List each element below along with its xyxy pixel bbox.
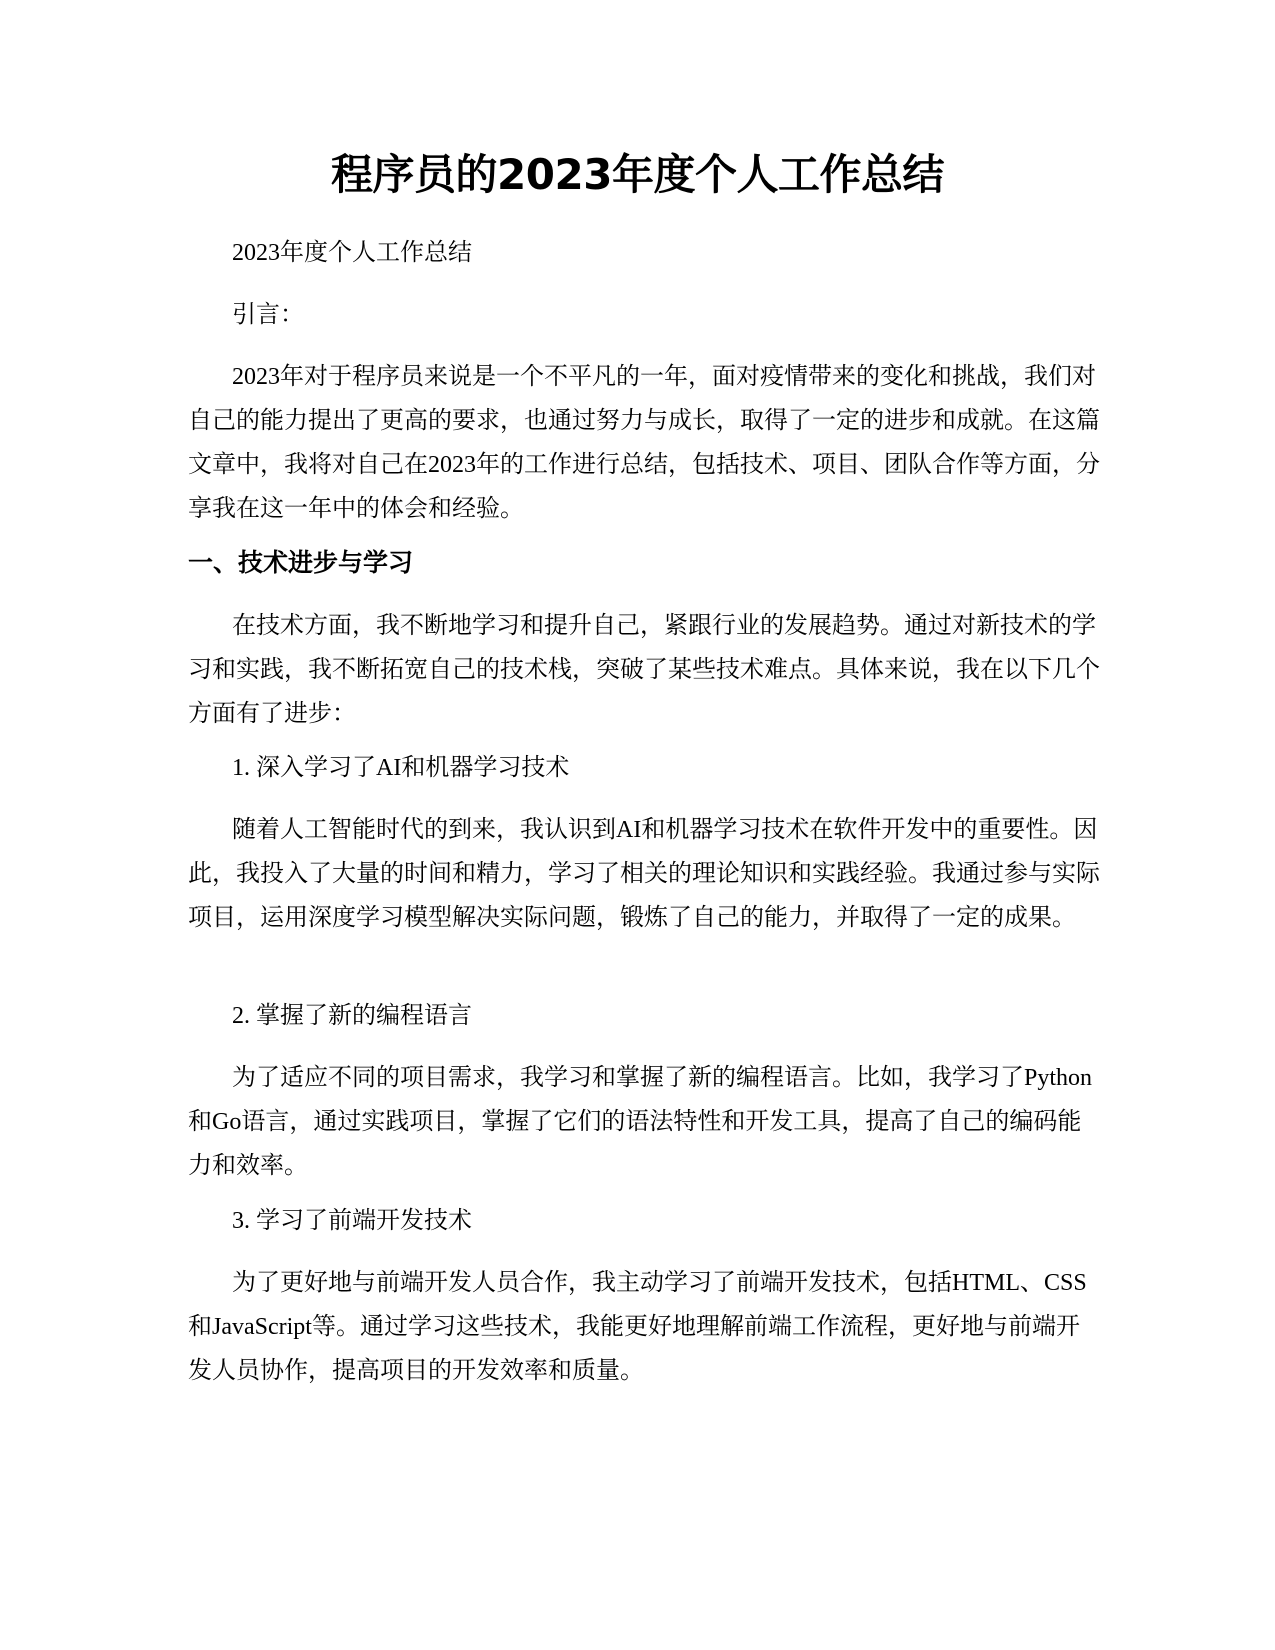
- list-item-paragraph-frontend: 为了更好地与前端开发人员合作，我主动学习了前端开发技术，包括HTML、CSS和JavaScript等。通过学习这些技术，我能更好地理解前端工作流程，更好地与前端开发人员协作，提高项目的开发效率和质量。: [188, 1270, 1087, 1384]
- intro-label: 引言：: [232, 302, 304, 328]
- list-item-title-languages: 2. 掌握了新的编程语言: [232, 1003, 472, 1029]
- list-item-paragraph-ai: 随着人工智能时代的到来，我认识到AI和机器学习技术在软件开发中的重要性。因此，我投入了大量的时间和精力，学习了相关的理论知识和实践经验。我通过参与实际项目，运用深度学习模型解决实际问题，锻炼了自己的能力，并取得了一定的成果。: [188, 817, 1100, 931]
- list-item-title-ai: 1. 深入学习了AI和机器学习技术: [232, 755, 570, 781]
- section-heading-tech: 一、技术进步与学习: [188, 548, 414, 577]
- document-subtitle: 2023年度个人工作总结: [232, 240, 472, 266]
- list-item-paragraph-languages: 为了适应不同的项目需求，我学习和掌握了新的编程语言。比如，我学习了Python和Go语言，通过实践项目，掌握了它们的语法特性和开发工具，提高了自己的编码能力和效率。: [188, 1065, 1093, 1179]
- intro-paragraph: 2023年对于程序员来说是一个不平凡的一年，面对疫情带来的变化和挑战，我们对自己的能力提出了更高的要求，也通过努力与成长，取得了一定的进步和成就。在这篇文章中，我将对自己在2023年的工作进行总结，包括技术、项目、团队合作等方面，分享我在这一年中的体会和经验。: [188, 364, 1100, 522]
- section-tech-paragraph: 在技术方面，我不断地学习和提升自己，紧跟行业的发展趋势。通过对新技术的学习和实践，我不断拓宽自己的技术栈，突破了某些技术难点。具体来说，我在以下几个方面有了进步：: [188, 613, 1100, 727]
- document-title: 程序员的2023年度个人工作总结: [331, 150, 944, 199]
- list-item-title-frontend: 3. 学习了前端开发技术: [232, 1208, 472, 1234]
